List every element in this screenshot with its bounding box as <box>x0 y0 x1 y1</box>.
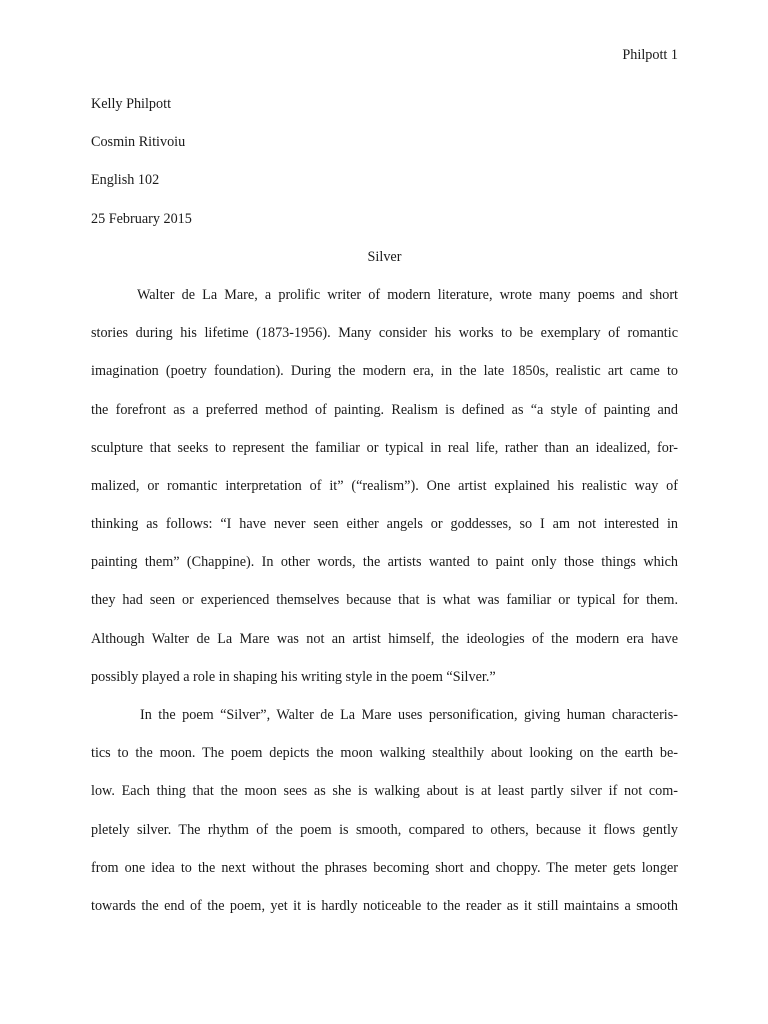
paragraph-1-line: possibly played a role in shaping his writing style in the poem “Silver.” <box>91 668 496 685</box>
instructor-name: Cosmin Ritivoiu <box>91 134 186 151</box>
paragraph-1-line: stories during his lifetime (1873-1956). Many consider his works to be exemplary of romantic <box>91 325 678 342</box>
paragraph-1-line: thinking as follows: “I have never seen either angels or goddesses, so I am not interested in <box>91 516 678 533</box>
paragraph-2-line: towards the end of the poem, yet it is hardly noticeable to the reader as it still maintains a smooth <box>91 897 678 914</box>
course-name: English 102 <box>91 172 160 189</box>
paragraph-1-line: they had seen or experienced themselves because that is what was familiar or typical for them. <box>91 592 678 609</box>
paragraph-1-line: imagination (poetry foundation). During the modern era, in the late 1850s, realistic art came to <box>91 363 678 380</box>
paragraph-2-line: low. Each thing that the moon sees as she is walking about is at least partly silver if not com- <box>91 783 678 800</box>
paragraph-2-line: from one idea to the next without the phrases becoming short and choppy. The meter gets longer <box>91 859 678 876</box>
paragraph-2-line: In the poem “Silver”, Walter de La Mare uses personification, giving human characteris- <box>140 707 678 723</box>
running-head: Philpott 1 <box>622 47 678 63</box>
paragraph-1-line: malized, or romantic interpretation of it” (“realism”). One artist explained his realistic way of <box>91 477 678 494</box>
author-name: Kelly Philpott <box>91 96 172 112</box>
essay-title: Silver <box>367 248 402 265</box>
paragraph-2-line: tics to the moon. The poem depicts the moon walking stealthily about looking on the earth be- <box>91 745 678 762</box>
paragraph-1-line: painting them” (Chappine). In other words, the artists wanted to paint only those things which <box>91 554 678 571</box>
paragraph-2-line: pletely silver. The rhythm of the poem is smooth, compared to others, because it flows gently <box>91 821 678 838</box>
essay-date: 25 February 2015 <box>91 210 192 227</box>
paragraph-1-line: Walter de La Mare, a prolific writer of modern literature, wrote many poems and short <box>137 286 678 303</box>
paragraph-1-line: the forefront as a preferred method of painting. Realism is defined as “a style of painting and <box>91 401 678 418</box>
paragraph-1-line: sculpture that seeks to represent the familiar or typical in real life, rather than an idealized, for- <box>91 439 678 456</box>
document-body <box>91 94 678 934</box>
paragraph-1-line: Although Walter de La Mare was not an artist himself, the ideologies of the modern era have <box>91 630 678 647</box>
